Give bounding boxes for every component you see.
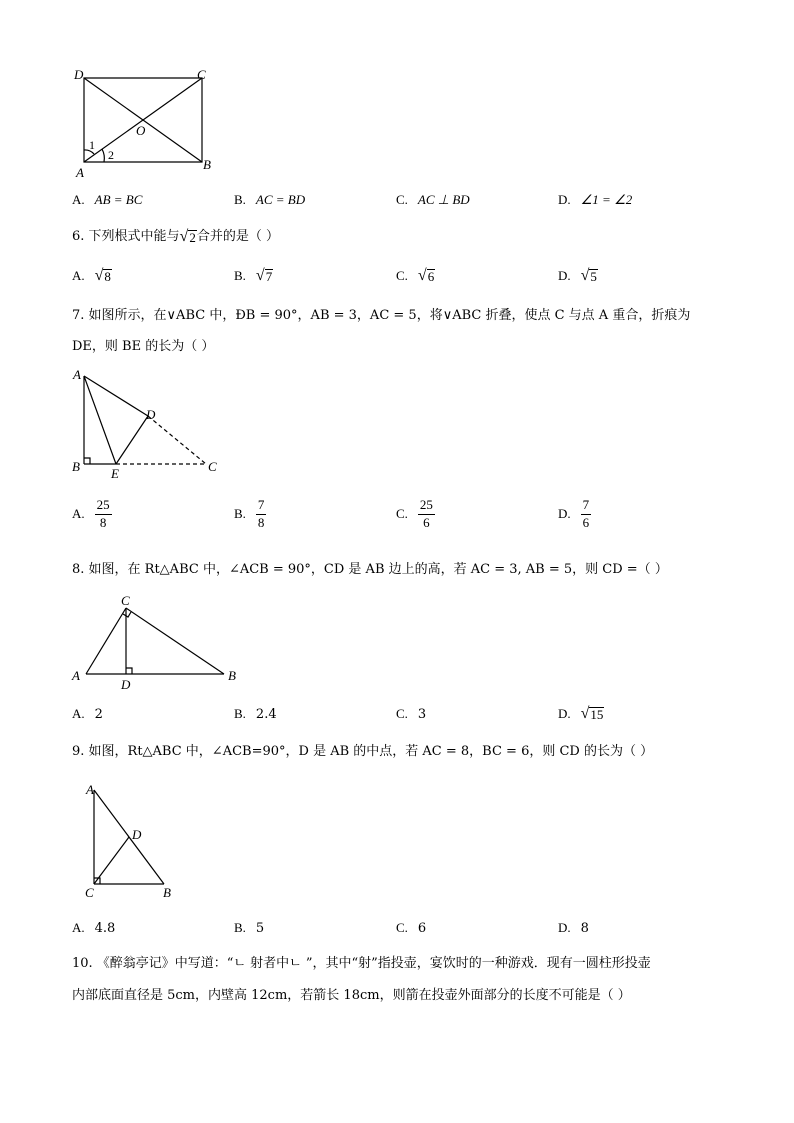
q5-option-d[interactable]: D. ∠1 = ∠2: [558, 192, 633, 207]
q5-option-c[interactable]: C. AC ⊥ BD: [396, 192, 470, 207]
q6-option-b[interactable]: B. √ 7: [234, 267, 273, 284]
q9-median-cd: [94, 837, 129, 884]
q8-question: 8. 如图，在 Rt△ABC 中，∠ACB = 90°，CD 是 AB 边上的高，若 AC = 3, AB = 5，则 CD =（ ）: [72, 562, 668, 577]
q8-right-angle-d: [126, 668, 132, 674]
q7-label-c: C: [208, 459, 217, 474]
q6-sqrt-2: √ 2: [179, 228, 196, 245]
q7-options: [72, 498, 672, 538]
q8-label-a: A: [72, 668, 80, 683]
q8-label-c: C: [121, 593, 130, 608]
q7-question-line2: DE，则 BE 的长为（ ）: [72, 339, 215, 354]
rect-label-angle2: 2: [108, 148, 114, 162]
q7-side-ad: [84, 376, 148, 416]
q9-question: 9. 如图，Rt△ABC 中，∠ACB=90°，D 是 AB 的中点，若 AC = 8，BC = 6，则 CD 的长为（ ）: [72, 744, 654, 759]
q7-option-d[interactable]: D. $\frac{7}{6}$: [558, 497, 590, 530]
q7-question-line1: 7. 如图所示，在∨ABC 中，ÐB = 90°，AB = 3，AC = 5，将∨ABC 折叠，使点 C 与点 A 重合，折痕为: [72, 308, 691, 323]
q5-options: [72, 192, 672, 232]
q9-label-d: D: [132, 827, 142, 842]
q9-option-c[interactable]: C. 6: [396, 920, 427, 936]
q6-options: [72, 268, 672, 308]
q7-label-e: E: [111, 466, 119, 481]
rect-label-o: O: [136, 123, 146, 138]
q9-options: [72, 920, 672, 960]
q9-label-c: C: [85, 885, 94, 900]
q9-figure: [80, 780, 180, 890]
q7-label-a: A: [73, 367, 81, 382]
rect-label-d: D: [74, 67, 84, 82]
q8-option-c[interactable]: C. 3: [396, 706, 427, 722]
q9-option-d[interactable]: D. 8: [558, 920, 589, 936]
q7-option-b[interactable]: B. $\frac{7}{8}$: [234, 497, 265, 530]
q9-option-a[interactable]: A. 4.8: [72, 920, 116, 936]
rect-label-b: B: [203, 157, 211, 172]
rectangle-figure: [72, 66, 222, 181]
rect-label-a: A: [76, 165, 84, 180]
rect-label-angle1: 1: [89, 138, 95, 152]
q7-label-b: B: [72, 459, 80, 474]
q8-side-cb: [126, 608, 224, 674]
q6-option-a[interactable]: A. √ 8: [72, 267, 111, 284]
q10-question-line2: 内部底面直径是 5cm，内壁高 12cm，若箭长 18cm，则箭在投壶外面部分的长度不可能是（ ）: [72, 988, 631, 1003]
q8-label-d: D: [121, 677, 131, 692]
q8-figure: [72, 594, 242, 690]
q7-label-d: D: [146, 407, 156, 422]
q9-label-b: B: [163, 885, 171, 900]
q7-fold-de: [116, 416, 148, 464]
q7-side-ae: [84, 376, 116, 464]
q7-option-c[interactable]: C. $\frac{25}{6}$: [396, 497, 433, 530]
angle-2-arc: [102, 149, 104, 162]
q8-option-a[interactable]: A. 2: [72, 706, 103, 722]
q8-side-ac: [86, 608, 126, 674]
q5-option-b[interactable]: B. AC = BD: [234, 192, 306, 207]
q9-label-a: A: [86, 782, 94, 797]
q6-option-c[interactable]: C. √ 6: [396, 267, 435, 284]
q8-option-d[interactable]: D. √ 15: [558, 705, 604, 722]
q8-option-b[interactable]: B. 2.4: [234, 706, 277, 722]
rect-label-c: C: [197, 67, 206, 82]
q5-option-a[interactable]: A. AB = BC: [72, 192, 143, 207]
q6-question: 6. 下列根式中能与 √ 2 合并的是（ ）: [72, 228, 279, 245]
q8-options: [72, 706, 672, 746]
q7-option-a[interactable]: A. $\frac{25}{8}$: [72, 497, 110, 530]
q6-option-d[interactable]: D. √ 5: [558, 267, 597, 284]
q8-label-b: B: [228, 668, 236, 683]
q7-right-angle-b: [84, 458, 90, 464]
q10-question-line1: 10. 《醉翁亭记》中写道：“ㄴ 射者中ㄴ ”，其中“射”指投壶，宴饮时的一种游戏．现有一圆柱形投壶: [72, 956, 651, 971]
q8-right-angle-c: [123, 612, 131, 617]
q9-option-b[interactable]: B. 5: [234, 920, 265, 936]
q7-dashed-dc: [148, 416, 206, 464]
